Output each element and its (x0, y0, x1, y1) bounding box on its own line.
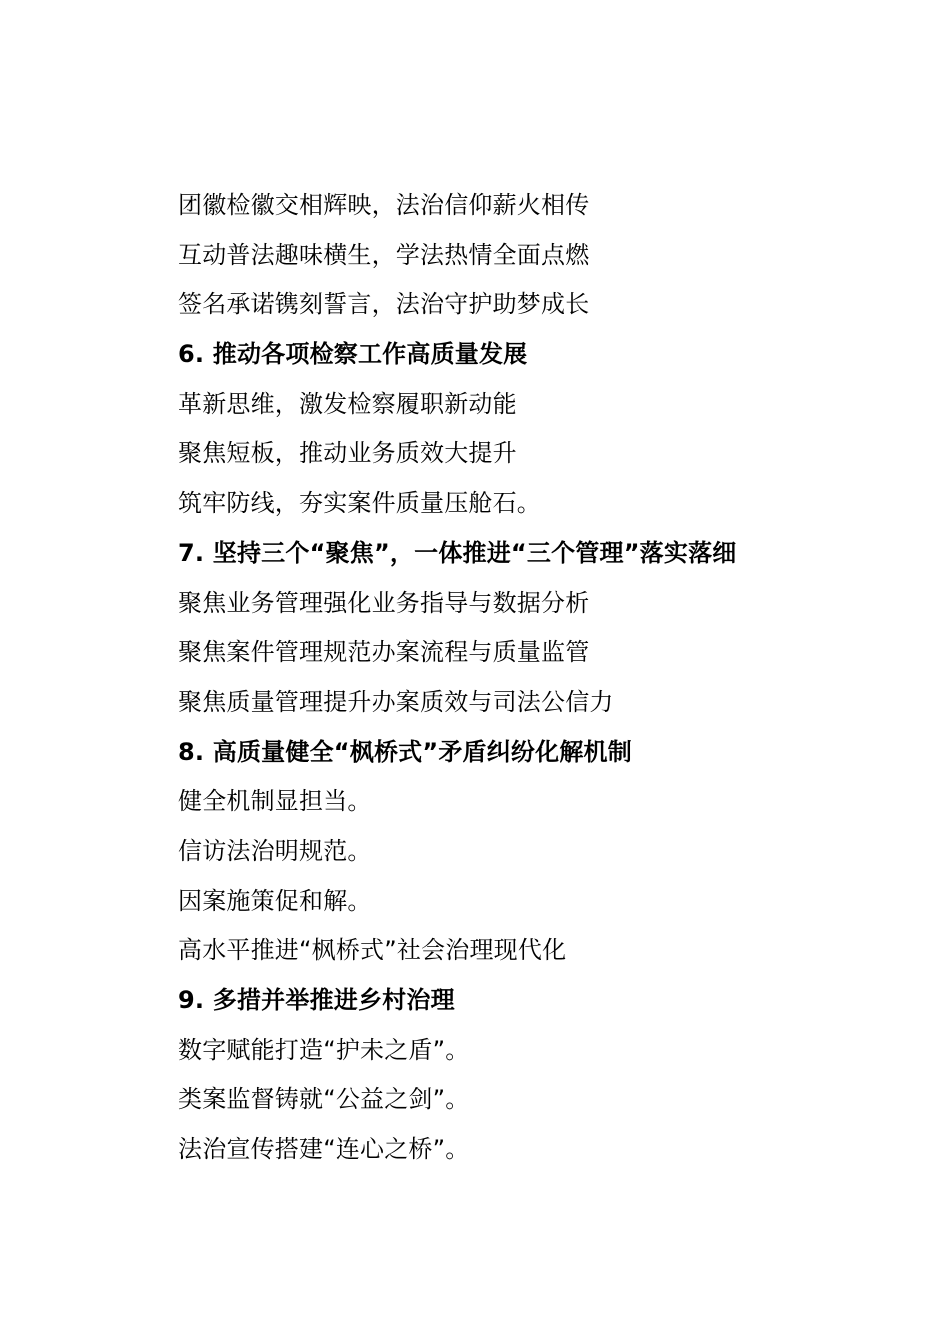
body-line: 团徽检徽交相辉映，法治信仰薪火相传 (178, 191, 590, 219)
body-line: 聚焦质量管理提升办案质效与司法公信力 (178, 687, 614, 716)
body-line: 聚焦案件管理规范办案流程与质量监管 (178, 638, 590, 667)
body-line: 聚焦业务管理强化业务指导与数据分析 (178, 588, 590, 617)
body-line: 互动普法趣味横生，学法热情全面点燃 (178, 240, 590, 269)
body-line: 聚焦短板，推动业务质效大提升 (178, 439, 517, 468)
body-line: 健全机制显担当。 (178, 787, 372, 816)
document-body (178, 181, 918, 1175)
section-heading-9: 9. 多措并举推进乡村治理 (178, 986, 455, 1014)
body-line: 因案施策促和解。 (178, 886, 372, 915)
body-line: 信访法治明规范。 (178, 836, 372, 865)
body-line: 高水平推进“枫桥式”社会治理现代化 (178, 936, 567, 965)
body-line: 类案监督铸就“公益之剑”。 (178, 1085, 470, 1114)
section-heading-6: 6. 推动各项检察工作高质量发展 (178, 340, 528, 369)
body-line: 革新思维，激发检察履职新动能 (178, 389, 517, 418)
section-heading-7: 7. 坚持三个“聚焦”，一体推进“三个管理”落实落细 (178, 538, 737, 567)
section-heading-8: 8. 高质量健全“枫桥式”矛盾纠纷化解机制 (178, 737, 632, 766)
body-line: 签名承诺镌刻誓言，法治守护助梦成长 (178, 290, 590, 319)
body-line: 法治宣传搭建“连心之桥”。 (178, 1135, 470, 1164)
body-line: 数字赋能打造“护未之盾”。 (178, 1035, 470, 1064)
body-line: 筑牢防线，夯实案件质量压舱石。 (178, 489, 541, 518)
